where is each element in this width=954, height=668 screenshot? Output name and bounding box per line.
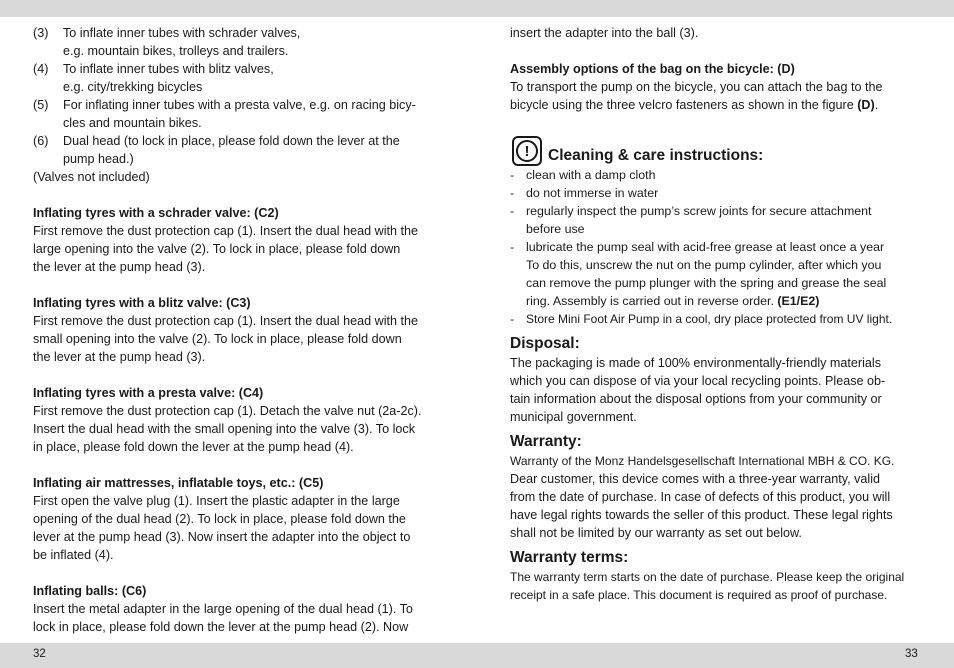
warning-icon: ! bbox=[512, 136, 542, 166]
section-line: lever at the pump head (3). Now insert the adapter into the object to bbox=[33, 530, 411, 544]
list-item: pump head.) bbox=[63, 152, 134, 166]
section-line: in place, please fold down the lever at the pump head (4). bbox=[33, 440, 354, 454]
section-line: receipt in a safe place. This document is required as proof of purchase. bbox=[510, 588, 888, 602]
list-item: - clean with a damp cloth bbox=[510, 168, 656, 182]
section-heading: Inflating tyres with a schrader valve: (C2) bbox=[33, 206, 279, 220]
list-item: (6) Dual head (to lock in place, please fold down the lever at the bbox=[33, 134, 400, 148]
section-line: the lever at the pump head (3). bbox=[33, 350, 206, 364]
list-item: e.g. mountain bikes, trolleys and trailers. bbox=[63, 44, 289, 58]
section-line: which you can dispose of via your local recycling points. Please ob- bbox=[510, 374, 886, 388]
list-item: (3) To inflate inner tubes with schrader valves, bbox=[33, 26, 301, 40]
section-line: First remove the dust protection cap (1). Detach the valve nut (2a-2c). bbox=[33, 404, 422, 418]
top-bar bbox=[0, 0, 954, 17]
section-heading: Inflating tyres with a blitz valve: (C3) bbox=[33, 296, 251, 310]
list-item: can remove the pump plunger with the spring and grease the seal bbox=[526, 276, 887, 290]
list-item: before use bbox=[526, 222, 585, 236]
section-line: tain information about the disposal options from your community or bbox=[510, 392, 882, 406]
section-heading: Inflating balls: (C6) bbox=[33, 584, 147, 598]
list-item: - lubricate the pump seal with acid-free grease at least once a year bbox=[510, 240, 885, 254]
section-balls bbox=[33, 582, 443, 636]
section-line: First remove the dust protection cap (1). Insert the dual head with the bbox=[33, 314, 419, 328]
section-air-mattresses bbox=[33, 474, 443, 564]
section-warranty bbox=[510, 432, 924, 542]
section-line: the lever at the pump head (3). bbox=[33, 260, 206, 274]
section-line: opening of the dual head (2). To lock in place, please fold down the bbox=[33, 512, 406, 526]
list-item: - regularly inspect the pump’s screw joints for secure attachment bbox=[510, 204, 872, 218]
section-warranty-terms bbox=[510, 548, 924, 604]
section-heading: Warranty terms: bbox=[510, 549, 629, 566]
section-line: Insert the metal adapter in the large opening of the dual head (1). To bbox=[33, 602, 413, 616]
feature-list bbox=[33, 24, 443, 168]
section-line: have legal rights towards the seller of this product. These legal rights bbox=[510, 508, 893, 522]
list-item: To do this, unscrew the nut on the pump cylinder, after which you bbox=[526, 258, 882, 272]
section-line: Insert the dual head with the small opening into the valve (3). To lock bbox=[33, 422, 415, 436]
section-line: First open the valve plug (1). Insert the plastic adapter in the large bbox=[33, 494, 400, 508]
left-page bbox=[33, 24, 443, 636]
section-line: small opening into the valve (2). To lock in place, please fold down bbox=[33, 332, 402, 346]
cleaning-heading-row bbox=[510, 136, 924, 166]
section-blitz bbox=[33, 294, 443, 366]
right-page bbox=[510, 24, 924, 604]
section-heading: Disposal: bbox=[510, 335, 580, 352]
list-item: cles and mountain bikes. bbox=[63, 116, 202, 130]
section-line: The packaging is made of 100% environmentally-friendly materials bbox=[510, 356, 881, 370]
section-assembly bbox=[510, 60, 924, 114]
page-number-left: 32 bbox=[33, 648, 46, 660]
bottom-bar bbox=[0, 643, 954, 668]
section-line: municipal government. bbox=[510, 410, 637, 424]
section-presta bbox=[33, 384, 443, 456]
section-schrader bbox=[33, 204, 443, 276]
section-line: Dear customer, this device comes with a three-year warranty, valid bbox=[510, 472, 881, 486]
section-line: lock in place, please fold down the lever at the pump head (2). Now bbox=[33, 620, 409, 634]
section-disposal bbox=[510, 334, 924, 426]
list-item: (5) For inflating inner tubes with a presta valve, e.g. on racing bicy- bbox=[33, 98, 416, 112]
section-cleaning bbox=[510, 136, 924, 328]
list-item: - do not immerse in water bbox=[510, 186, 659, 200]
section-line: from the date of purchase. In case of defects of this product, you will bbox=[510, 490, 891, 504]
list-item: e.g. city/trekking bicycles bbox=[63, 80, 203, 94]
section-line: large opening into the valve (2). To lock in place, please fold down bbox=[33, 242, 401, 256]
section-heading: Inflating air mattresses, inflatable toys, etc.: (C5) bbox=[33, 476, 324, 490]
section-line: Warranty of the Monz Handelsgesellschaft International MBH & CO. KG. bbox=[510, 454, 895, 468]
section-heading: Cleaning & care instructions: bbox=[548, 147, 764, 164]
section-line: be inflated (4). bbox=[33, 548, 114, 562]
section-line: The warranty term starts on the date of purchase. Please keep the original bbox=[510, 570, 905, 584]
valves-note: (Valves not included) bbox=[33, 170, 150, 184]
page-number-right: 33 bbox=[905, 648, 918, 660]
section-heading: Inflating tyres with a presta valve: (C4) bbox=[33, 386, 264, 400]
section-line: shall not be limited by our warranty as set out below. bbox=[510, 526, 802, 540]
section-heading: Warranty: bbox=[510, 433, 582, 450]
section-line: First remove the dust protection cap (1). Insert the dual head with the bbox=[33, 224, 419, 238]
list-item: (4) To inflate inner tubes with blitz valves, bbox=[33, 62, 274, 76]
list-item: - Store Mini Foot Air Pump in a cool, dry place protected from UV light. bbox=[510, 312, 893, 326]
section-line: To transport the pump on the bicycle, you can attach the bag to the bbox=[510, 80, 883, 94]
continuation-line: insert the adapter into the ball (3). bbox=[510, 26, 699, 40]
section-line: bicycle using the three velcro fasteners as shown in the figure (D). bbox=[510, 98, 879, 112]
list-item: ring. Assembly is carried out in reverse order. (E1/E2) bbox=[526, 294, 820, 308]
section-heading: Assembly options of the bag on the bicycle: (D) bbox=[510, 62, 795, 76]
